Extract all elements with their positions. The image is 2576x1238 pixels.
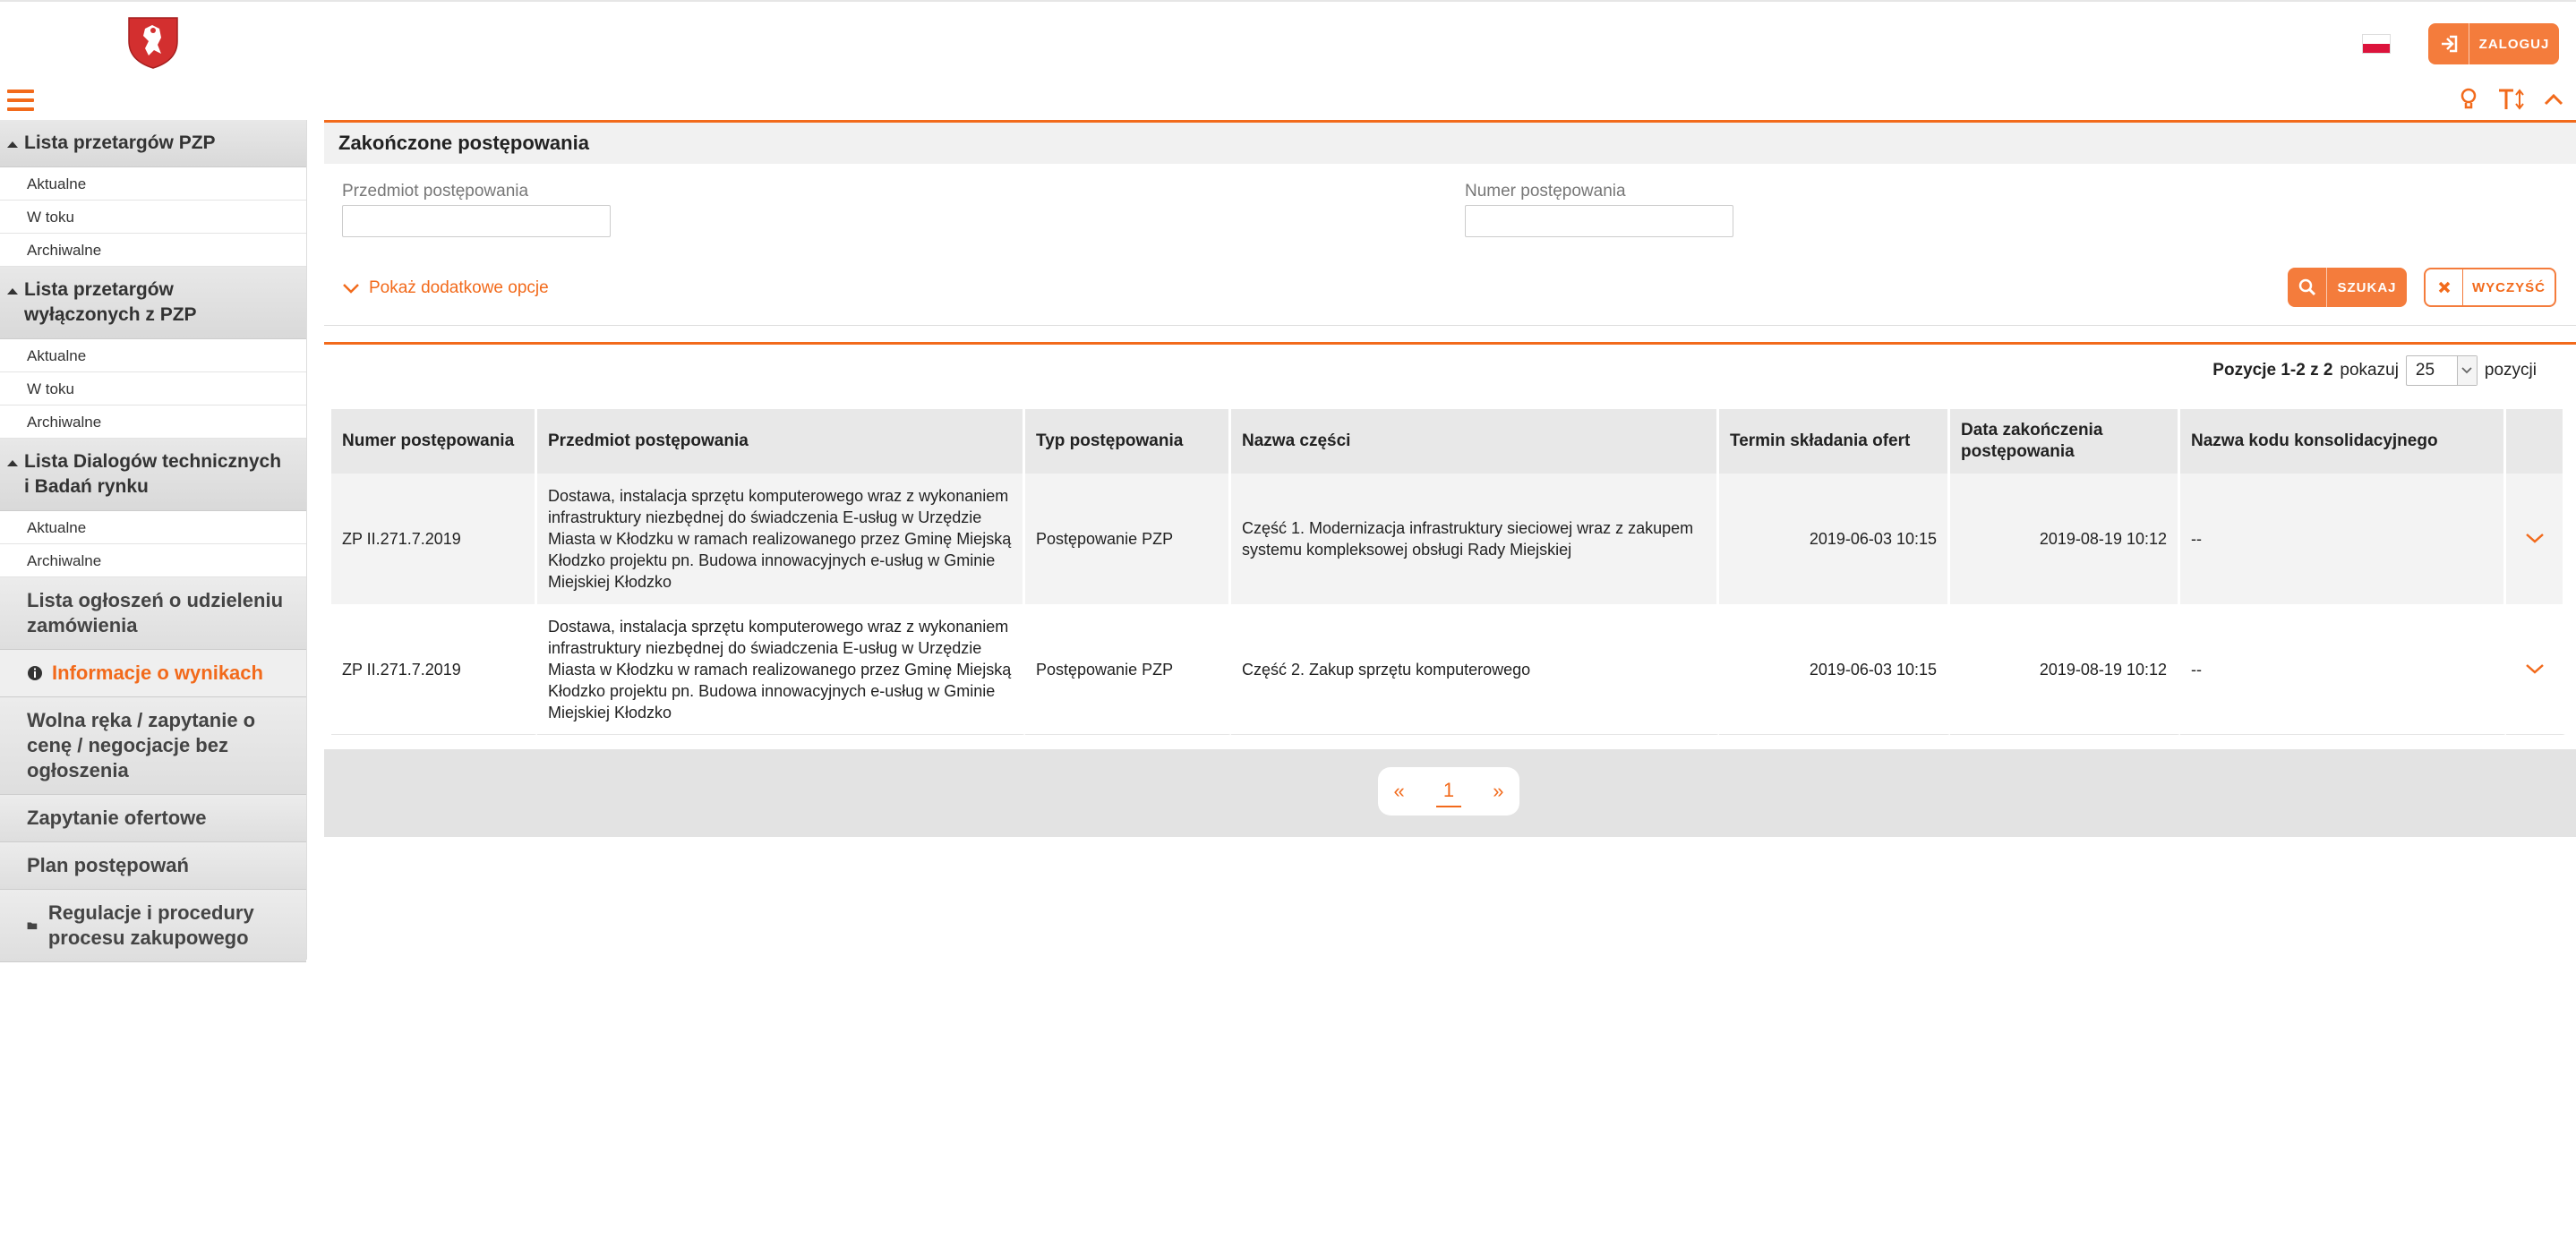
chevron-down-icon [342,282,360,295]
cell-end-date: 2019-08-19 10:12 [1950,604,2180,735]
table-row[interactable] [331,474,2565,604]
collapse-triangle-icon [7,288,18,295]
number-input[interactable] [1465,205,1733,237]
sidebar [0,120,307,960]
search-panel [324,120,2576,326]
info-icon [27,665,43,681]
hamburger-menu-icon[interactable] [7,90,34,113]
sidebar-item-pzp-current[interactable]: Aktualne [0,167,306,201]
clear-button[interactable] [2424,268,2556,307]
sidebar-item-pzp-in-progress[interactable]: W toku [0,201,306,234]
sidebar-group-non-pzp[interactable]: Lista przetargów wyłączonych z PZP [0,267,306,339]
cell-subject: Dostawa, instalacja sprzętu komputerowego wraz z wykonaniem infrastruktury niezbędnej do świadczenia E-usług w Urzędzie Miasta w Kłodzku w ramach realizowanego przez Gminę Miejską Kłodzko projektu pn. Budowa innowacyjnych e-usług w Gminie Miejskiej Kłodzko [537,474,1025,604]
column-header[interactable]: Nazwa części [1231,409,1719,474]
more-options-link[interactable] [342,278,549,298]
positions-suffix: pozycji [2484,361,2537,380]
column-header[interactable]: Przedmiot postępowania [537,409,1025,474]
login-label: ZALOGUJ [2478,36,2550,52]
prev-page-button[interactable]: « [1393,780,1405,802]
toolbar [0,81,2576,120]
column-header[interactable]: Nazwa kodu konsolidacyjnego [2180,409,2506,474]
column-header[interactable]: Numer postępowania [331,409,537,474]
folder-icon [27,918,38,933]
cell-part: Część 2. Zakup sprzętu komputerowego [1231,604,1719,735]
pagination-band [324,749,2576,837]
login-button[interactable] [2428,23,2559,64]
subject-input[interactable] [342,205,611,237]
chevron-down-icon[interactable] [2525,532,2545,544]
chevron-down-icon[interactable] [2525,662,2545,675]
show-label: pokazuj [2340,361,2399,380]
sidebar-group-pzp[interactable]: Lista przetargów PZP [0,120,306,167]
clear-label: WYCZYŚĆ [2472,279,2546,295]
cell-deadline: 2019-06-03 10:15 [1719,604,1950,735]
cell-number: ZP II.271.7.2019 [331,604,537,735]
cell-end-date: 2019-08-19 10:12 [1950,474,2180,604]
number-field-label: Numer postępowania [1465,182,1626,201]
cell-subject: Dostawa, instalacja sprzętu komputerowego wraz z wykonaniem infrastruktury niezbędnej do świadczenia E-usług w Urzędzie Miasta w Kłodzku w ramach realizowanego przez Gminę Miejską Kłodzko projektu pn. Budowa innowacyjnych e-usług w Gminie Miejskiej Kłodzko [537,604,1025,735]
cell-number: ZP II.271.7.2019 [331,474,537,604]
next-page-button[interactable]: » [1493,780,1504,802]
expand-cell [2506,474,2565,604]
login-icon [2428,23,2469,64]
cell-part: Część 1. Modernizacja infrastruktury sieciowej wraz z zakupem systemu kompleksowej obsługi Rady Miejskiej [1231,474,1719,604]
chevron-down-icon [2457,356,2477,385]
column-header-empty [2506,409,2565,474]
sidebar-item-dialogs-archive[interactable]: Archiwalne [0,544,306,577]
collapse-triangle-icon [7,141,18,148]
positions-count: Pozycje 1-2 z 2 [2212,361,2333,380]
sidebar-item-non-pzp-archive[interactable]: Archiwalne [0,406,306,439]
sidebar-item-award-notices[interactable]: Lista ogłoszeń o udzieleniu zamówienia [0,577,306,650]
search-icon [2288,268,2327,307]
sidebar-item-results-info[interactable] [0,650,306,697]
search-label: SZUKAJ [2337,279,2397,295]
column-header[interactable]: Typ postępowania [1025,409,1231,474]
expand-cell [2506,604,2565,735]
page-size-select[interactable]: 25 [2406,355,2478,386]
sidebar-item-free-hand[interactable]: Wolna ręka / zapytanie o cenę / negocjacje bez ogłoszenia [0,697,306,795]
current-page[interactable]: 1 [1436,775,1461,807]
sidebar-item-pzp-archive[interactable]: Archiwalne [0,234,306,267]
sidebar-group-dialogs[interactable]: Lista Dialogów technicznych i Badań rynku [0,439,306,511]
sidebar-item-label: Informacje o wynikach [52,662,263,684]
lightbulb-icon[interactable] [2460,88,2478,111]
top-header [0,0,2576,81]
coat-of-arms-icon[interactable] [125,14,181,70]
accessibility-tools [2460,88,2563,111]
polish-flag-icon[interactable] [2362,34,2391,54]
search-button[interactable] [2288,268,2407,307]
cell-type: Postępowanie PZP [1025,474,1231,604]
cell-code: -- [2180,474,2506,604]
table-row[interactable] [331,604,2565,735]
collapse-triangle-icon [7,460,18,466]
sidebar-item-plan[interactable]: Plan postępowań [0,842,306,890]
cell-deadline: 2019-06-03 10:15 [1719,474,1950,604]
sidebar-item-label: Regulacje i procedury procesu zakupowego [47,901,254,949]
sidebar-item-non-pzp-current[interactable]: Aktualne [0,339,306,372]
column-header[interactable]: Termin składania ofert [1719,409,1950,474]
more-options-label: Pokaż dodatkowe opcje [369,278,549,297]
sidebar-item-inquiry[interactable]: Zapytanie ofertowe [0,795,306,842]
close-icon [2426,269,2463,305]
results-panel [324,342,2576,834]
collapse-up-icon[interactable] [2544,92,2563,107]
page-size-row [2212,355,2537,386]
sidebar-item-regulations[interactable] [0,890,306,962]
sidebar-item-dialogs-current[interactable]: Aktualne [0,511,306,544]
results-table [331,409,2565,735]
cell-code: -- [2180,604,2506,735]
table-header [331,409,2565,474]
font-size-icon[interactable] [2497,88,2524,111]
cell-type: Postępowanie PZP [1025,604,1231,735]
pagination [1378,767,1519,815]
subject-field-label: Przedmiot postępowania [342,182,529,201]
panel-title: Zakończone postępowania [324,123,2576,164]
column-header[interactable]: Data zakończenia postępowania [1950,409,2180,474]
sidebar-item-non-pzp-in-progress[interactable]: W toku [0,372,306,406]
